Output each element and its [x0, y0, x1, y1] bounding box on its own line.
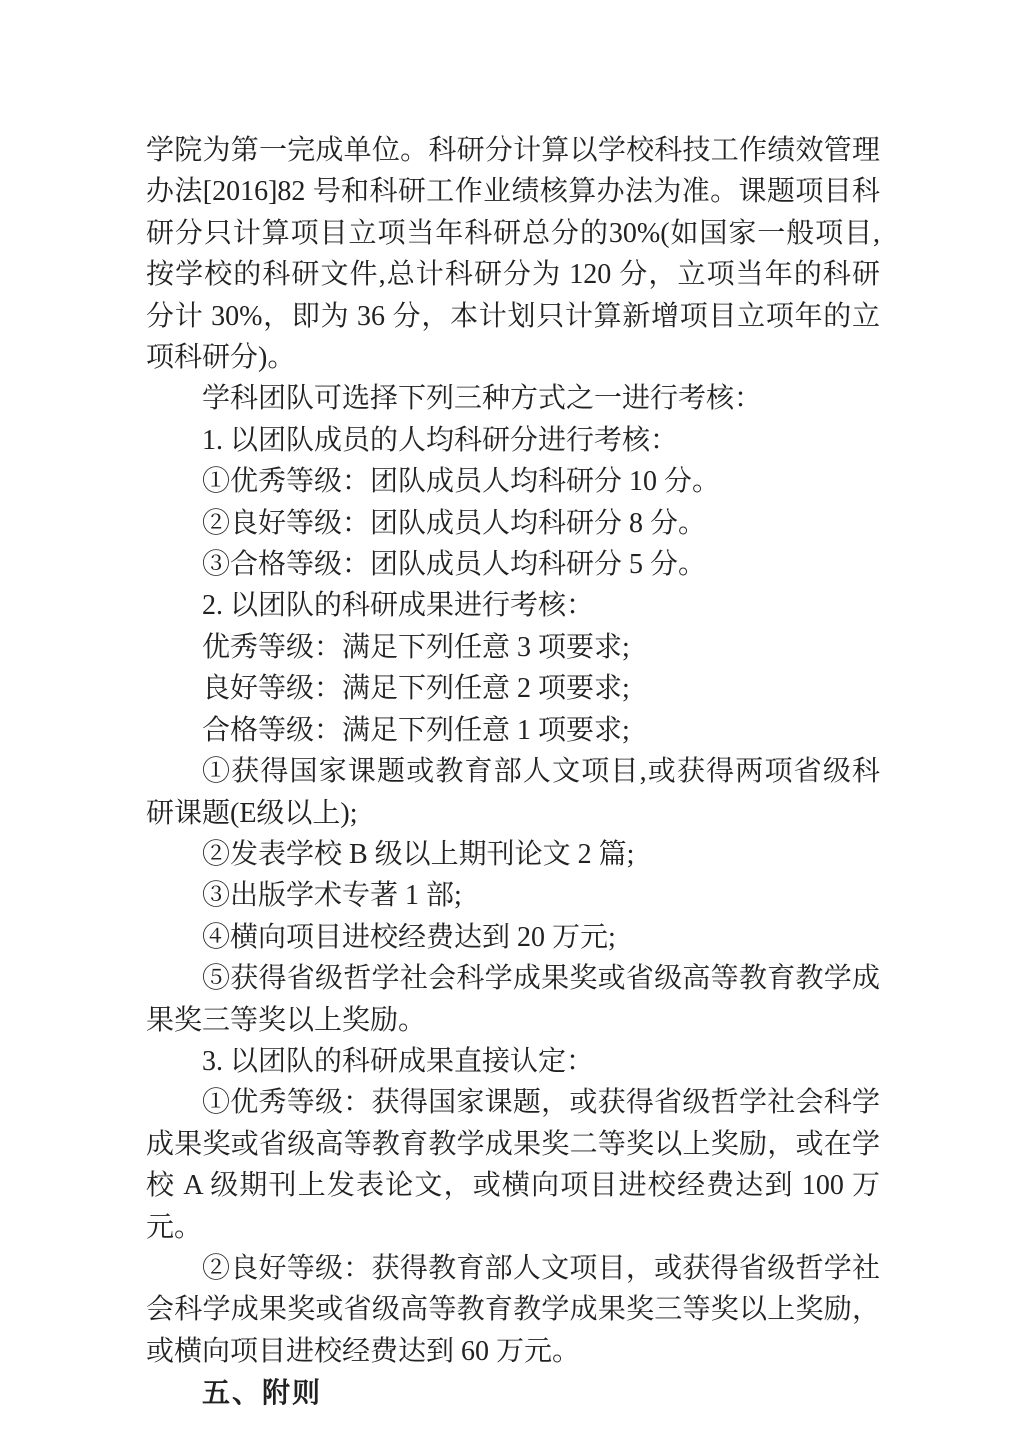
para-method3-excellent: ①优秀等级：获得国家课题，或获得省级哲学社会科学成果奖或省级高等教育教学成果奖二等奖以上奖励，或在学校 A 级期刊上发表论文，或横向项目进校经费达到 100 万元。: [146, 1087, 880, 1243]
text-block: [146, 130, 880, 1414]
section-heading-appendix: 五、附则: [202, 1377, 323, 1409]
para-method2-excellent: 优秀等级：满足下列任意 3 项要求;: [202, 631, 630, 663]
para-method2-item-3: ③出版学术专著 1 部;: [202, 880, 462, 912]
para-research-score-calculation: 学院为第一完成单位。科研分计算以学校科技工作绩效管理办法[2016]82 号和科研工作业绩核算办法为准。课题项目科研分只计算项目立项当年科研总分的30%(如国家一般项目,按学校的科研文件,总计科研分为 120 分，立项当年的科研分计 30%，即为 36 分，本计划只计算新增项目立项年的立项科研分)。: [146, 135, 880, 374]
para-method-3-title: 3. 以团队的科研成果直接认定：: [202, 1045, 595, 1077]
para-method1-good: ②良好等级：团队成员人均科研分 8 分。: [202, 507, 707, 539]
para-method3-good: ②良好等级：获得教育部人文项目，或获得省级哲学社会科学成果奖或省级高等教育教学成果奖三等奖以上奖励，或横向项目进校经费达到 60 万元。: [146, 1252, 880, 1367]
para-method2-pass: 合格等级：满足下列任意 1 项要求;: [202, 714, 630, 746]
para-method-1-title: 1. 以团队成员的人均科研分进行考核：: [202, 424, 679, 456]
para-method2-item-4: ④横向项目进校经费达到 20 万元;: [202, 921, 616, 953]
para-team-assessment-options: 学科团队可选择下列三种方式之一进行考核：: [202, 383, 763, 415]
para-method2-item-2: ②发表学校 B 级以上期刊论文 2 篇;: [202, 838, 635, 870]
para-method2-item-1: ①获得国家课题或教育部人文项目,或获得两项省级科研课题(E级以上);: [146, 756, 880, 829]
para-method1-pass: ③合格等级：团队成员人均科研分 5 分。: [202, 549, 707, 581]
para-method2-item-5: ⑤获得省级哲学社会科学成果奖或省级高等教育教学成果奖三等奖以上奖励。: [146, 963, 880, 1036]
para-method2-good: 良好等级：满足下列任意 2 项要求;: [202, 673, 630, 705]
para-method-2-title: 2. 以团队的科研成果进行考核：: [202, 590, 595, 622]
para-method1-excellent: ①优秀等级：团队成员人均科研分 10 分。: [202, 466, 721, 498]
